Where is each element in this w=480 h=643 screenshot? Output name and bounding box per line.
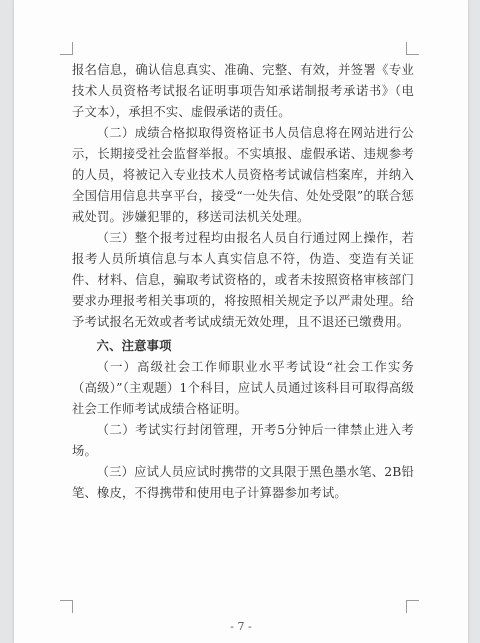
- crop-mark-bottom-left: [60, 600, 73, 613]
- page-number: - 7 -: [230, 620, 252, 633]
- page-body: [72, 60, 414, 504]
- paragraph-notice-3: （三）应试人员应试时携带的文具限于黑色墨水笔、2B铅笔、橡皮，不得携带和使用电子计算器参加考试。: [72, 465, 414, 500]
- paragraph-continued: 报名信息，确认信息真实、准确、完整、有效，并签署《专业技术人员资格考试报名证明事项告知承诺制报考承诺书》（电子文本），承担不实、虚假承诺的责任。: [72, 63, 414, 119]
- section-heading: 六、注意事项: [96, 339, 172, 353]
- paragraph-notice-2: （二）考试实行封闭管理，开考5分钟后一律禁止进入考场。: [72, 423, 414, 458]
- crop-mark-top-right: [406, 42, 419, 55]
- paragraph-notice-1: （一）高级社会工作师职业水平考试设“社会工作实务（高级）”（主观题）1个科目，应试人员通过该科目可取得高级社会工作师考试成绩合格证明。: [72, 360, 414, 416]
- crop-mark-bottom-right: [406, 600, 419, 613]
- document-page: [14, 0, 468, 643]
- paragraph-2: （二）成绩合格拟取得资格证书人员信息将在网站进行公示，长期接受社会监督举报。不实填报、虚假承诺、违规参考的人员，将被记入专业技术人员资格考试诚信档案库，并纳入全国信用信息共享平台，接受“一处失信、处处受限”的联合惩戒处罚。涉嫌犯罪的，移送司法机关处理。: [72, 126, 414, 224]
- crop-mark-top-left: [60, 42, 73, 55]
- paragraph-3: （三）整个报考过程均由报名人员自行通过网上操作，若报考人员所填信息与本人真实信息不符，伪造、变造有关证件、材料、信息，骗取考试资格的，或者未按照资格审核部门要求办理报考相关事项的，将按照相关规定予以严肃处理。给予考试报名无效或者考试成绩无效处理，且不退还已缴费用。: [72, 231, 414, 329]
